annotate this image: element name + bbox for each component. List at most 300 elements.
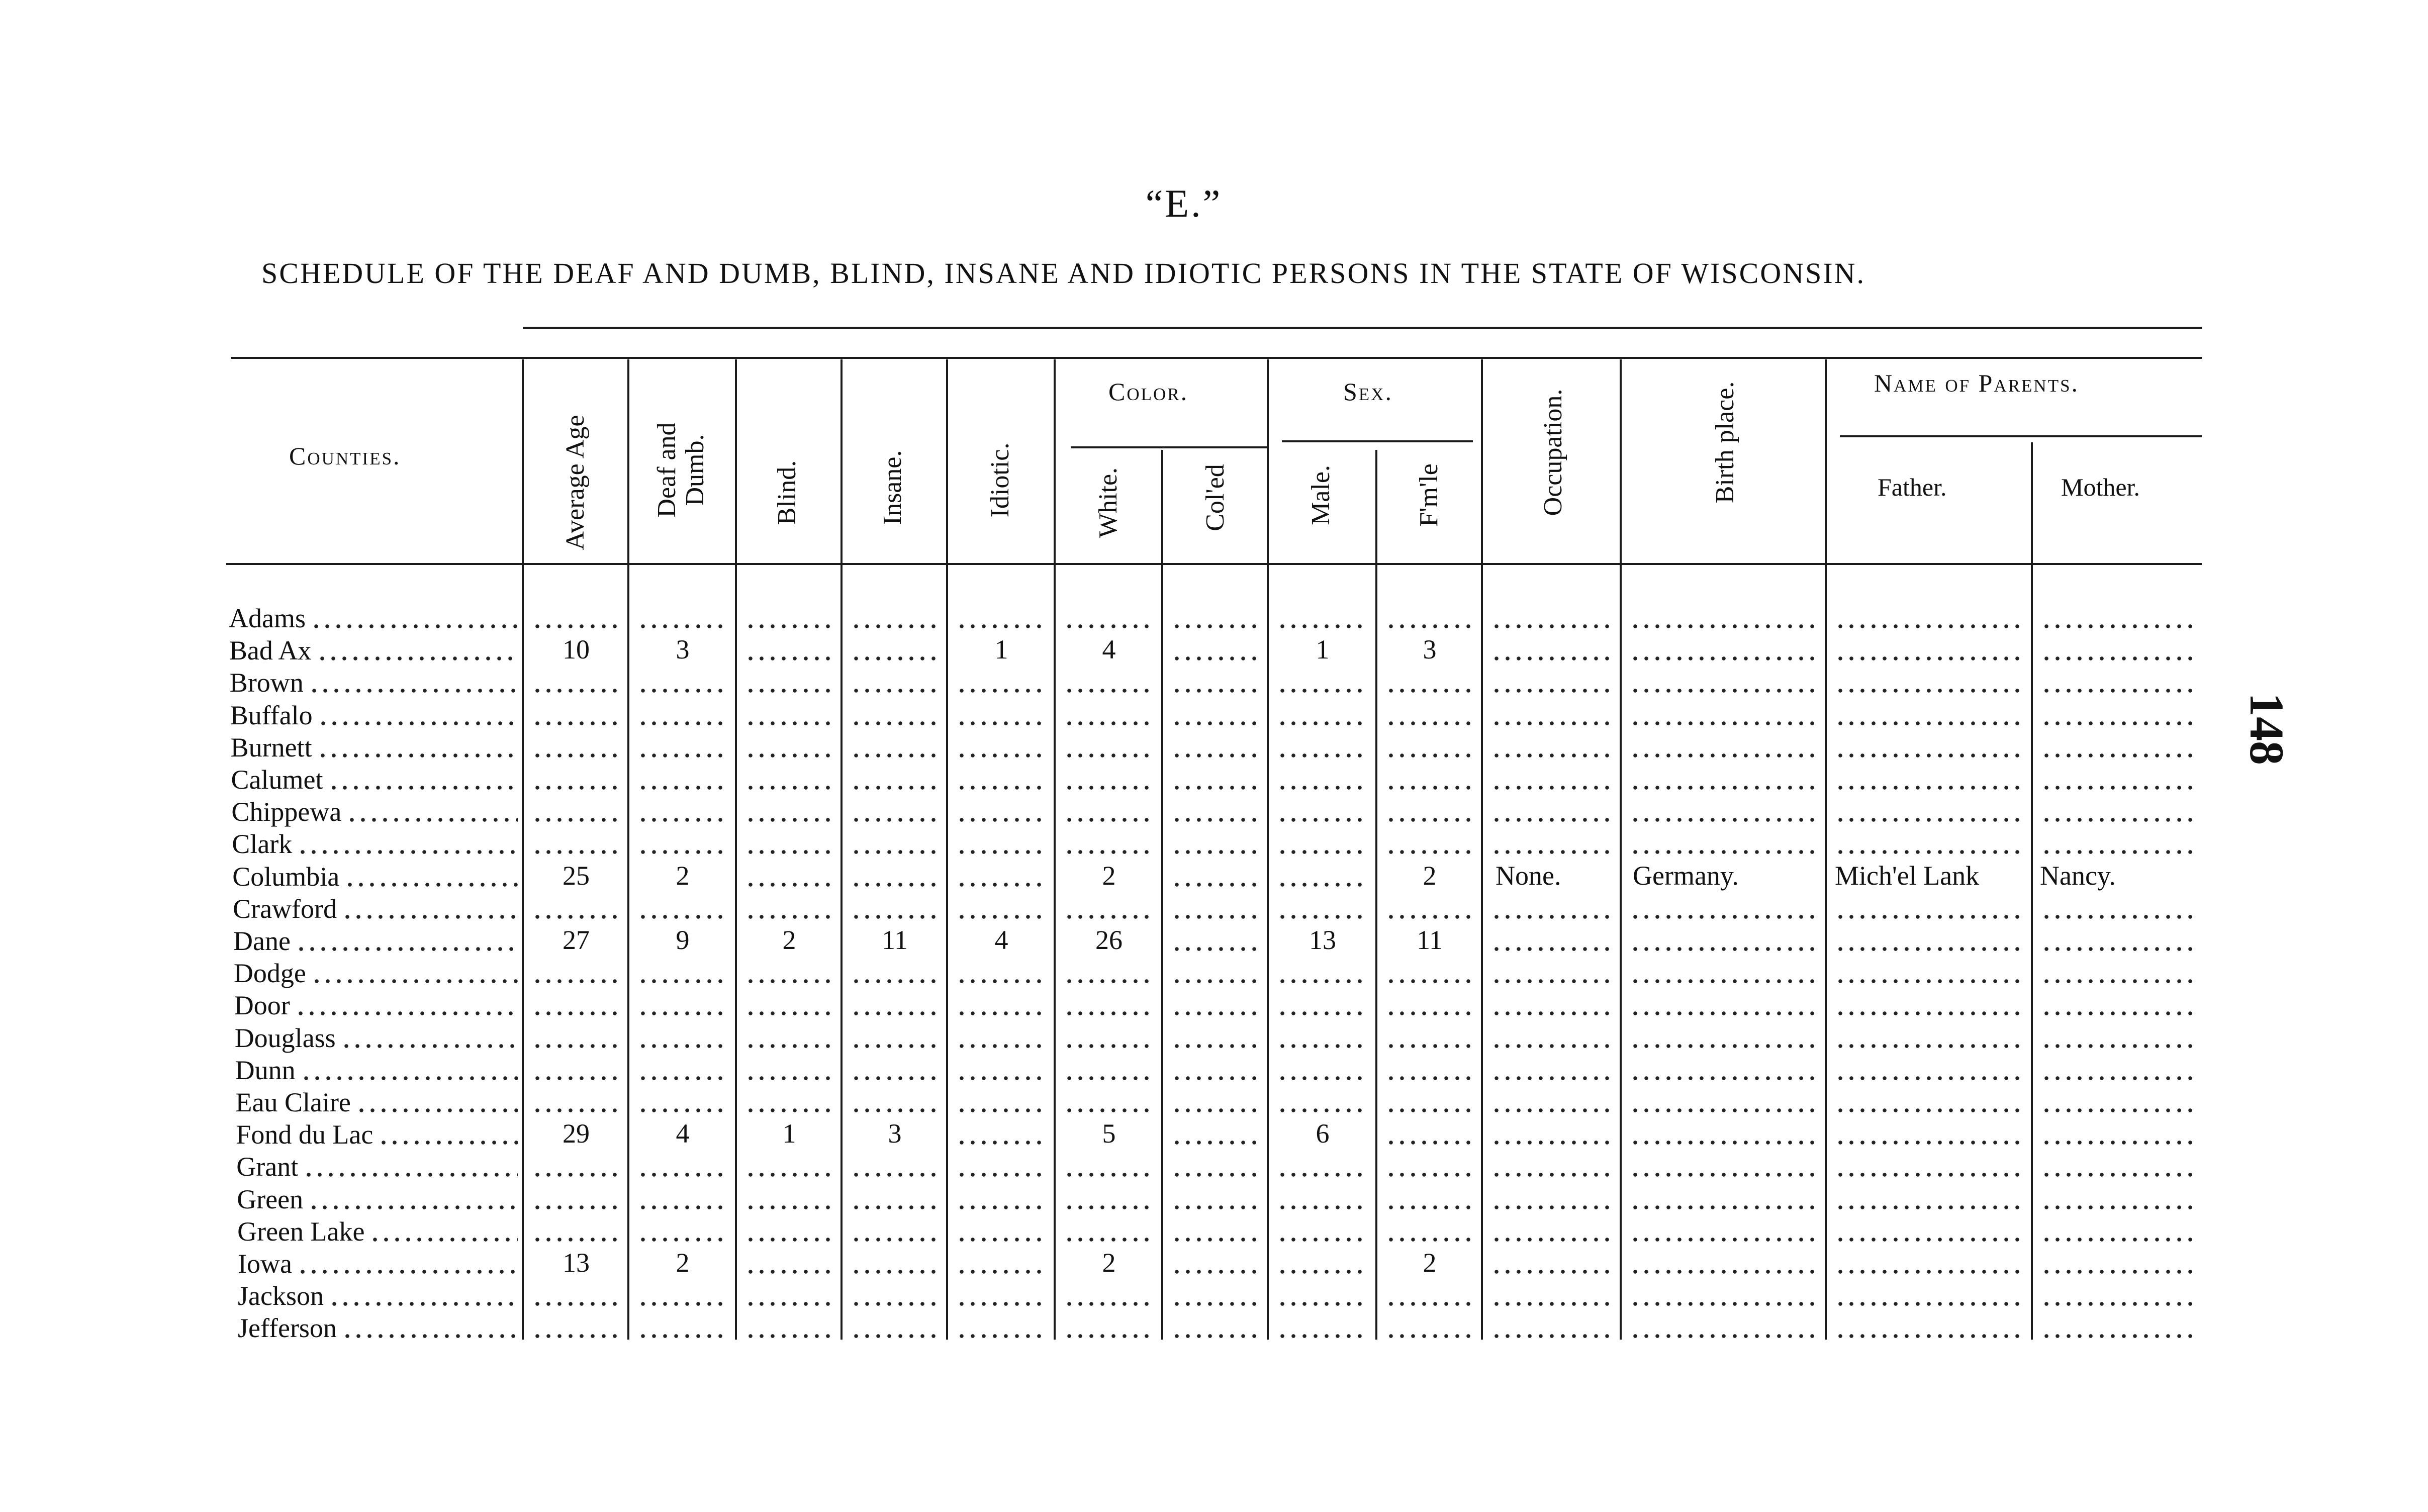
header-birth-place: Birth place. bbox=[1711, 381, 1739, 504]
leader-dots bbox=[318, 721, 518, 725]
leader-dots bbox=[329, 1302, 518, 1306]
header-female: F'm'le bbox=[1415, 463, 1443, 527]
empty-cell-dots bbox=[2041, 947, 2199, 951]
county-name: Brown bbox=[229, 668, 304, 698]
empty-cell-dots bbox=[637, 818, 728, 822]
empty-cell-dots bbox=[1385, 1334, 1474, 1338]
column-rule bbox=[1267, 359, 1269, 1340]
leader-dots bbox=[301, 1076, 518, 1080]
empty-cell-dots bbox=[637, 721, 728, 725]
empty-cell-dots bbox=[851, 753, 939, 758]
empty-cell-dots bbox=[532, 1238, 620, 1242]
empty-cell-dots bbox=[745, 1302, 833, 1306]
cell-deaf-and-dumb: 4 bbox=[676, 1118, 690, 1149]
empty-cell-dots bbox=[956, 1173, 1047, 1177]
empty-cell-dots bbox=[1630, 915, 1818, 919]
empty-cell-dots bbox=[1171, 1270, 1260, 1274]
empty-cell-dots bbox=[1064, 1334, 1154, 1338]
empty-cell-dots bbox=[851, 915, 939, 919]
empty-cell-dots bbox=[1630, 947, 1818, 951]
empty-cell-dots bbox=[851, 1011, 939, 1015]
leader-dots bbox=[346, 818, 518, 822]
empty-cell-dots bbox=[851, 656, 939, 660]
empty-cell-dots bbox=[851, 689, 939, 693]
empty-cell-dots bbox=[1385, 818, 1474, 822]
header-idiotic: Idiotic. bbox=[986, 442, 1014, 518]
empty-cell-dots bbox=[532, 850, 620, 854]
empty-cell-dots bbox=[956, 1108, 1047, 1112]
county-name: Iowa bbox=[238, 1249, 292, 1279]
county-name: Clark bbox=[232, 829, 293, 860]
empty-cell-dots bbox=[532, 1173, 620, 1177]
leader-dots bbox=[309, 689, 518, 693]
empty-cell-dots bbox=[1491, 1334, 1613, 1338]
empty-cell-dots bbox=[1491, 786, 1613, 790]
empty-cell-dots bbox=[2041, 1141, 2199, 1145]
empty-cell-dots bbox=[1491, 1238, 1613, 1242]
empty-cell-dots bbox=[745, 1044, 833, 1048]
empty-cell-dots bbox=[745, 1076, 833, 1080]
empty-cell-dots bbox=[851, 1205, 939, 1209]
empty-cell-dots bbox=[851, 883, 939, 887]
county-name: Green Lake bbox=[237, 1216, 365, 1247]
county-name: Dane bbox=[233, 926, 291, 956]
empty-cell-dots bbox=[637, 1173, 728, 1177]
empty-cell-dots bbox=[745, 979, 833, 983]
empty-cell-dots bbox=[956, 1205, 1047, 1209]
empty-cell-dots bbox=[1171, 624, 1260, 628]
empty-cell-dots bbox=[532, 721, 620, 725]
page-number: 148 bbox=[2240, 693, 2294, 765]
empty-cell-dots bbox=[1491, 818, 1613, 822]
leader-dots bbox=[356, 1108, 518, 1112]
empty-cell-dots bbox=[851, 1044, 939, 1048]
empty-cell-dots bbox=[745, 1238, 833, 1242]
column-rule bbox=[841, 359, 843, 1340]
empty-cell-dots bbox=[1064, 915, 1154, 919]
empty-cell-dots bbox=[1835, 915, 2024, 919]
empty-cell-dots bbox=[1630, 1173, 1818, 1177]
county-name: Burnett bbox=[230, 732, 312, 763]
empty-cell-dots bbox=[1064, 1076, 1154, 1080]
empty-cell-dots bbox=[1064, 1205, 1154, 1209]
leader-dots bbox=[342, 1334, 518, 1338]
empty-cell-dots bbox=[532, 786, 620, 790]
county-name: Jackson bbox=[238, 1281, 324, 1311]
column-rule bbox=[735, 359, 737, 1340]
empty-cell-dots bbox=[2041, 1108, 2199, 1112]
empty-cell-dots bbox=[851, 979, 939, 983]
empty-cell-dots bbox=[956, 1076, 1047, 1080]
county-name: Green bbox=[237, 1184, 304, 1214]
empty-cell-dots bbox=[1277, 753, 1368, 758]
empty-cell-dots bbox=[1491, 915, 1613, 919]
empty-cell-dots bbox=[745, 689, 833, 693]
empty-cell-dots bbox=[1385, 753, 1474, 758]
empty-cell-dots bbox=[851, 1173, 939, 1177]
cell-deaf-and-dumb: 2 bbox=[676, 1248, 690, 1278]
empty-cell-dots bbox=[956, 850, 1047, 854]
empty-cell-dots bbox=[851, 624, 939, 628]
schedule-letter: “E.” bbox=[1145, 181, 1223, 225]
empty-cell-dots bbox=[956, 1270, 1047, 1274]
empty-cell-dots bbox=[1385, 979, 1474, 983]
empty-cell-dots bbox=[1835, 1302, 2024, 1306]
empty-cell-dots bbox=[2041, 786, 2199, 790]
empty-cell-dots bbox=[1277, 721, 1368, 725]
empty-cell-dots bbox=[1835, 1076, 2024, 1080]
empty-cell-dots bbox=[1491, 1270, 1613, 1274]
empty-cell-dots bbox=[2041, 1334, 2199, 1338]
color-group-rule bbox=[1071, 446, 1267, 448]
empty-cell-dots bbox=[1835, 1141, 2024, 1145]
empty-cell-dots bbox=[1171, 656, 1260, 660]
parents-group-rule bbox=[1840, 435, 2202, 437]
column-rule bbox=[522, 359, 524, 1340]
empty-cell-dots bbox=[1491, 1205, 1613, 1209]
leader-dots bbox=[295, 1011, 518, 1015]
empty-cell-dots bbox=[1064, 1011, 1154, 1015]
cell-white: 2 bbox=[1102, 860, 1116, 891]
empty-cell-dots bbox=[1277, 1173, 1368, 1177]
empty-cell-dots bbox=[956, 1334, 1047, 1338]
empty-cell-dots bbox=[637, 1238, 728, 1242]
empty-cell-dots bbox=[1630, 1141, 1818, 1145]
empty-cell-dots bbox=[1835, 721, 2024, 725]
cell-female: 11 bbox=[1417, 925, 1443, 955]
empty-cell-dots bbox=[1171, 786, 1260, 790]
empty-cell-dots bbox=[1171, 1334, 1260, 1338]
empty-cell-dots bbox=[1064, 1108, 1154, 1112]
empty-cell-dots bbox=[851, 1076, 939, 1080]
empty-cell-dots bbox=[1277, 1011, 1368, 1015]
cell-female: 2 bbox=[1423, 860, 1437, 891]
empty-cell-dots bbox=[956, 624, 1047, 628]
empty-cell-dots bbox=[1385, 1044, 1474, 1048]
empty-cell-dots bbox=[1385, 1205, 1474, 1209]
empty-cell-dots bbox=[1277, 1205, 1368, 1209]
empty-cell-dots bbox=[637, 753, 728, 758]
cell-average-age: 13 bbox=[563, 1248, 590, 1278]
empty-cell-dots bbox=[532, 979, 620, 983]
empty-cell-dots bbox=[1630, 753, 1818, 758]
empty-cell-dots bbox=[2041, 721, 2199, 725]
empty-cell-dots bbox=[745, 1011, 833, 1015]
empty-cell-dots bbox=[851, 1334, 939, 1338]
empty-cell-dots bbox=[1491, 947, 1613, 951]
empty-cell-dots bbox=[1491, 850, 1613, 854]
empty-cell-dots bbox=[1835, 1044, 2024, 1048]
county-name: Crawford bbox=[233, 893, 337, 924]
empty-cell-dots bbox=[956, 1044, 1047, 1048]
empty-cell-dots bbox=[1835, 979, 2024, 983]
leader-dots bbox=[311, 624, 518, 628]
county-name: Douglass bbox=[234, 1022, 336, 1053]
empty-cell-dots bbox=[1277, 1108, 1368, 1112]
empty-cell-dots bbox=[1491, 689, 1613, 693]
empty-cell-dots bbox=[1171, 689, 1260, 693]
header-name-of-parents: Name of Parents. bbox=[1874, 369, 2080, 397]
cell-male: 13 bbox=[1309, 925, 1336, 955]
empty-cell-dots bbox=[637, 1011, 728, 1015]
county-name: Bad Ax bbox=[229, 635, 312, 666]
empty-cell-dots bbox=[1385, 1302, 1474, 1306]
empty-cell-dots bbox=[1277, 1238, 1368, 1242]
empty-cell-dots bbox=[745, 721, 833, 725]
empty-cell-dots bbox=[1064, 979, 1154, 983]
empty-cell-dots bbox=[1277, 883, 1368, 887]
empty-cell-dots bbox=[956, 1011, 1047, 1015]
empty-cell-dots bbox=[1171, 850, 1260, 854]
empty-cell-dots bbox=[2041, 656, 2199, 660]
empty-cell-dots bbox=[637, 1076, 728, 1080]
empty-cell-dots bbox=[1630, 1238, 1818, 1242]
leader-dots bbox=[317, 656, 518, 660]
column-rule bbox=[1161, 450, 1163, 1340]
empty-cell-dots bbox=[1064, 721, 1154, 725]
county-name: Buffalo bbox=[230, 700, 313, 730]
empty-cell-dots bbox=[1277, 1270, 1368, 1274]
empty-cell-dots bbox=[1277, 818, 1368, 822]
empty-cell-dots bbox=[637, 624, 728, 628]
schedule-heading: SCHEDULE OF THE DEAF AND DUMB, BLIND, INSANE AND IDIOTIC PERSONS IN THE STATE OF WISCONSIN. bbox=[261, 257, 1866, 290]
empty-cell-dots bbox=[956, 689, 1047, 693]
header-blind: Blind. bbox=[773, 460, 801, 525]
county-name: Adams bbox=[229, 603, 306, 633]
empty-cell-dots bbox=[532, 915, 620, 919]
cell-male: 6 bbox=[1316, 1118, 1330, 1149]
empty-cell-dots bbox=[1277, 979, 1368, 983]
leader-dots bbox=[297, 850, 518, 854]
empty-cell-dots bbox=[1835, 850, 2024, 854]
empty-cell-dots bbox=[956, 1238, 1047, 1242]
empty-cell-dots bbox=[637, 689, 728, 693]
cell-white: 4 bbox=[1102, 634, 1116, 665]
empty-cell-dots bbox=[1277, 1044, 1368, 1048]
empty-cell-dots bbox=[745, 915, 833, 919]
leader-dots bbox=[328, 786, 518, 790]
empty-cell-dots bbox=[2041, 689, 2199, 693]
empty-cell-dots bbox=[637, 1334, 728, 1338]
empty-cell-dots bbox=[1491, 979, 1613, 983]
empty-cell-dots bbox=[637, 979, 728, 983]
column-rule bbox=[946, 359, 948, 1340]
empty-cell-dots bbox=[1630, 786, 1818, 790]
cell-male: 1 bbox=[1316, 634, 1330, 665]
empty-cell-dots bbox=[532, 1044, 620, 1048]
empty-cell-dots bbox=[1277, 1302, 1368, 1306]
empty-cell-dots bbox=[1064, 689, 1154, 693]
empty-cell-dots bbox=[1630, 1011, 1818, 1015]
empty-cell-dots bbox=[745, 1173, 833, 1177]
empty-cell-dots bbox=[1385, 1173, 1474, 1177]
leader-dots bbox=[303, 1173, 518, 1177]
empty-cell-dots bbox=[1491, 1302, 1613, 1306]
empty-cell-dots bbox=[851, 1302, 939, 1306]
empty-cell-dots bbox=[1835, 1270, 2024, 1274]
empty-cell-dots bbox=[851, 1238, 939, 1242]
empty-cell-dots bbox=[1630, 624, 1818, 628]
empty-cell-dots bbox=[1171, 883, 1260, 887]
column-rule bbox=[1375, 450, 1377, 1340]
column-rule bbox=[1481, 359, 1483, 1340]
empty-cell-dots bbox=[1491, 1173, 1613, 1177]
empty-cell-dots bbox=[1835, 753, 2024, 758]
empty-cell-dots bbox=[1630, 979, 1818, 983]
column-rule bbox=[627, 359, 629, 1340]
cell-average-age: 29 bbox=[563, 1118, 590, 1149]
cell-idiotic: 1 bbox=[994, 634, 1008, 665]
empty-cell-dots bbox=[956, 979, 1047, 983]
empty-cell-dots bbox=[1171, 1076, 1260, 1080]
empty-cell-dots bbox=[1171, 1044, 1260, 1048]
header-deaf-and-dumb: Deaf and Dumb. bbox=[652, 422, 709, 518]
empty-cell-dots bbox=[745, 1205, 833, 1209]
empty-cell-dots bbox=[2041, 1044, 2199, 1048]
empty-cell-dots bbox=[1277, 624, 1368, 628]
empty-cell-dots bbox=[1277, 1076, 1368, 1080]
leader-dots bbox=[296, 947, 518, 951]
cell-deaf-and-dumb: 3 bbox=[676, 634, 690, 665]
county-name: Chippewa bbox=[231, 797, 342, 827]
sex-group-rule bbox=[1282, 440, 1473, 442]
empty-cell-dots bbox=[2041, 1173, 2199, 1177]
empty-cell-dots bbox=[1835, 1334, 2024, 1338]
leader-dots bbox=[297, 1270, 518, 1274]
empty-cell-dots bbox=[1171, 818, 1260, 822]
empty-cell-dots bbox=[2041, 1270, 2199, 1274]
empty-cell-dots bbox=[2041, 818, 2199, 822]
cell-birth-place: Germany. bbox=[1633, 860, 1739, 891]
empty-cell-dots bbox=[745, 786, 833, 790]
leader-dots bbox=[341, 1044, 518, 1048]
empty-cell-dots bbox=[637, 850, 728, 854]
header-father: Father. bbox=[1878, 473, 1947, 501]
empty-cell-dots bbox=[1491, 1108, 1613, 1112]
empty-cell-dots bbox=[1171, 979, 1260, 983]
header-insane: Insane. bbox=[878, 450, 907, 525]
empty-cell-dots bbox=[1835, 1238, 2024, 1242]
empty-cell-dots bbox=[1171, 947, 1260, 951]
county-name: Grant bbox=[236, 1152, 299, 1182]
empty-cell-dots bbox=[1171, 1011, 1260, 1015]
header-sex: Sex. bbox=[1343, 377, 1393, 406]
cell-blind: 2 bbox=[782, 925, 796, 955]
empty-cell-dots bbox=[745, 1270, 833, 1274]
empty-cell-dots bbox=[851, 850, 939, 854]
header-male: Male. bbox=[1306, 465, 1335, 525]
empty-cell-dots bbox=[2041, 624, 2199, 628]
empty-cell-dots bbox=[2041, 850, 2199, 854]
empty-cell-dots bbox=[1491, 753, 1613, 758]
empty-cell-dots bbox=[1835, 1173, 2024, 1177]
empty-cell-dots bbox=[851, 1270, 939, 1274]
empty-cell-dots bbox=[956, 818, 1047, 822]
column-rule bbox=[1054, 359, 1056, 1340]
empty-cell-dots bbox=[1835, 947, 2024, 951]
empty-cell-dots bbox=[1171, 1141, 1260, 1145]
county-name: Columbia bbox=[232, 861, 340, 892]
empty-cell-dots bbox=[1385, 1141, 1474, 1145]
header-white: White. bbox=[1094, 467, 1123, 538]
leader-dots bbox=[378, 1141, 518, 1145]
empty-cell-dots bbox=[1385, 850, 1474, 854]
empty-cell-dots bbox=[1630, 1108, 1818, 1112]
empty-cell-dots bbox=[2041, 1011, 2199, 1015]
cell-average-age: 10 bbox=[563, 634, 590, 665]
column-rule bbox=[1620, 359, 1622, 1340]
column-rule bbox=[2031, 442, 2033, 1340]
cell-father: Mich'el Lank bbox=[1835, 860, 1980, 891]
cell-occupation: None. bbox=[1496, 860, 1561, 891]
empty-cell-dots bbox=[637, 1108, 728, 1112]
empty-cell-dots bbox=[1385, 786, 1474, 790]
empty-cell-dots bbox=[1385, 1011, 1474, 1015]
empty-cell-dots bbox=[1630, 1044, 1818, 1048]
empty-cell-dots bbox=[532, 1076, 620, 1080]
empty-cell-dots bbox=[532, 753, 620, 758]
empty-cell-dots bbox=[745, 753, 833, 758]
empty-cell-dots bbox=[1385, 624, 1474, 628]
county-name: Jefferson bbox=[238, 1313, 337, 1344]
empty-cell-dots bbox=[2041, 1238, 2199, 1242]
empty-cell-dots bbox=[956, 883, 1047, 887]
cell-insane: 3 bbox=[888, 1118, 902, 1149]
empty-cell-dots bbox=[637, 1044, 728, 1048]
empty-cell-dots bbox=[2041, 979, 2199, 983]
empty-cell-dots bbox=[1835, 1205, 2024, 1209]
empty-cell-dots bbox=[1491, 656, 1613, 660]
empty-cell-dots bbox=[745, 1108, 833, 1112]
cell-blind: 1 bbox=[782, 1118, 796, 1149]
empty-cell-dots bbox=[851, 786, 939, 790]
empty-cell-dots bbox=[956, 721, 1047, 725]
empty-cell-dots bbox=[1491, 721, 1613, 725]
empty-cell-dots bbox=[1630, 721, 1818, 725]
empty-cell-dots bbox=[1835, 656, 2024, 660]
empty-cell-dots bbox=[956, 915, 1047, 919]
empty-cell-dots bbox=[745, 883, 833, 887]
header-counties: Counties. bbox=[289, 442, 401, 470]
empty-cell-dots bbox=[1064, 818, 1154, 822]
county-name: Eau Claire bbox=[235, 1087, 351, 1117]
cell-average-age: 27 bbox=[563, 925, 590, 955]
empty-cell-dots bbox=[2041, 915, 2199, 919]
empty-cell-dots bbox=[956, 1302, 1047, 1306]
empty-cell-dots bbox=[745, 818, 833, 822]
empty-cell-dots bbox=[1385, 1238, 1474, 1242]
county-name: Calumet bbox=[231, 765, 323, 795]
cell-insane: 11 bbox=[882, 925, 908, 955]
table-top-rule bbox=[523, 327, 2202, 329]
cell-female: 2 bbox=[1423, 1248, 1437, 1278]
empty-cell-dots bbox=[1835, 689, 2024, 693]
empty-cell-dots bbox=[1630, 1205, 1818, 1209]
empty-cell-dots bbox=[1064, 1173, 1154, 1177]
empty-cell-dots bbox=[637, 915, 728, 919]
header-average-age: Average Age bbox=[561, 415, 590, 550]
empty-cell-dots bbox=[532, 624, 620, 628]
empty-cell-dots bbox=[2041, 1205, 2199, 1209]
empty-cell-dots bbox=[1835, 786, 2024, 790]
leader-dots bbox=[311, 979, 518, 983]
cell-deaf-and-dumb: 2 bbox=[676, 860, 690, 891]
empty-cell-dots bbox=[532, 689, 620, 693]
leader-dots bbox=[369, 1238, 518, 1242]
cell-white: 26 bbox=[1095, 925, 1123, 955]
empty-cell-dots bbox=[637, 1205, 728, 1209]
empty-cell-dots bbox=[1385, 689, 1474, 693]
